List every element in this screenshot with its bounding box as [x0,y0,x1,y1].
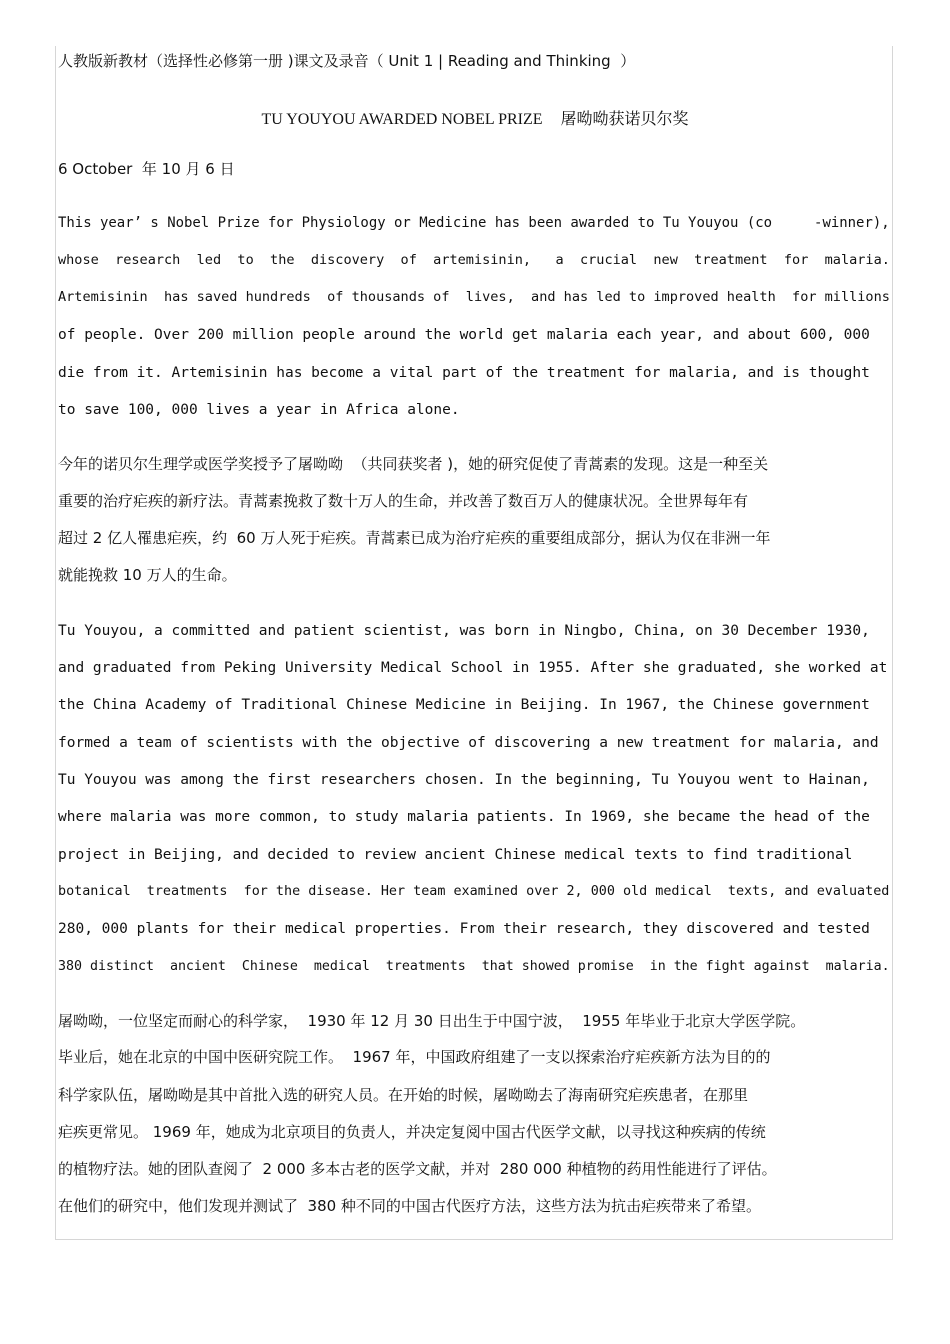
title-cn: 屠呦呦获诺贝尔奖 [560,109,689,128]
article-title [0,106,950,129]
text-line: 超过 2 亿人罹患疟疾，约 60 万人死于疟疾。青蒿素已成为治疗疟疾的重要组成部分，据认为仅在非洲一年 [58,529,771,547]
text-line: and graduated from Peking University Medical School in 1955. After she graduated, she worked at [58,660,888,676]
header-line: 人教版新教材（选择性必修第一册 )课文及录音（ Unit 1 | Reading and Thinking ） [58,52,636,70]
text-line: whose research led to the discovery of artemisinin, a crucial new treatment for malaria. [58,252,890,268]
title-en: TU YOUYOU AWARDED NOBEL PRIZE [261,111,543,128]
text-line: 380 distinct ancient Chinese medical treatments that showed promise in the fight against malaria. [58,959,890,974]
text-line: Artemisinin has saved hundreds of thousands of lives, and has led to improved health for millions [58,289,890,305]
text-line: die from it. Artemisinin has become a vital part of the treatment for malaria, and is thought [58,365,870,381]
text-line: This year’ s Nobel Prize for Physiology or Medicine has been awarded to Tu Youyou (co -winner), [58,215,890,231]
text-line: 今年的诺贝尔生理学或医学奖授予了屠呦呦 （共同获奖者 )，她的研究促使了青蒿素的发现。这是一种至关 [58,455,769,473]
text-line: project in Beijing, and decided to review ancient Chinese medical texts to find traditional [58,847,853,863]
text-line: 疟疾更常见。 1969 年，她成为北京项目的负责人，并决定复阅中国古代医学文献，以寻找这种疾病的传统 [58,1123,766,1141]
text-line: Tu Youyou, a committed and patient scientist, was born in Ningbo, China, on 30 December 1930, [58,623,870,639]
text-line: of people. Over 200 million people around the world get malaria each year, and about 600, 000 [58,327,870,343]
text-line: 重要的治疗疟疾的新疗法。青蒿素挽救了数十万人的生命，并改善了数百万人的健康状况。全世界每年有 [58,492,749,510]
text-line: to save 100, 000 lives a year in Africa alone. [58,402,460,418]
text-line: 就能挽救 10 万人的生命。 [58,566,237,584]
text-line: 的植物疗法。她的团队查阅了 2 000 多本古老的医学文献，并对 280 000 种植物的药用性能进行了评估。 [58,1160,777,1178]
text-line: 280, 000 plants for their medical properties. From their research, they discovered and tested [58,921,870,937]
text-line: 在他们的研究中，他们发现并测试了 380 种不同的中国古代医疗方法，这些方法为抗击疟疾带来了希望。 [58,1197,761,1215]
text-line: botanical treatments for the disease. Her team examined over 2, 000 old medical texts, and evaluated [58,884,890,899]
text-line: 屠呦呦，一位坚定而耐心的科学家， 1930 年 12 月 30 日出生于中国宁波， 1955 年毕业于北京大学医学院。 [58,1012,806,1030]
article-date: 6 October 年 10 月 6 日 [58,160,235,178]
text-line: where malaria was more common, to study malaria patients. In 1969, she became the head of the [58,809,870,825]
text-line: formed a team of scientists with the objective of discovering a new treatment for malaria, and [58,735,879,751]
text-line: the China Academy of Traditional Chinese Medicine in Beijing. In 1967, the Chinese government [58,697,870,713]
text-line: 科学家队伍，屠呦呦是其中首批入选的研究人员。在开始的时候，屠呦呦去了海南研究疟疾患者，在那里 [58,1086,749,1104]
text-line: Tu Youyou was among the first researchers chosen. In the beginning, Tu Youyou went to Hainan, [58,772,870,788]
text-line: 毕业后，她在北京的中国中医研究院工作。 1967 年，中国政府组建了一支以探索治疗疟疾新方法为目的的 [58,1048,771,1066]
